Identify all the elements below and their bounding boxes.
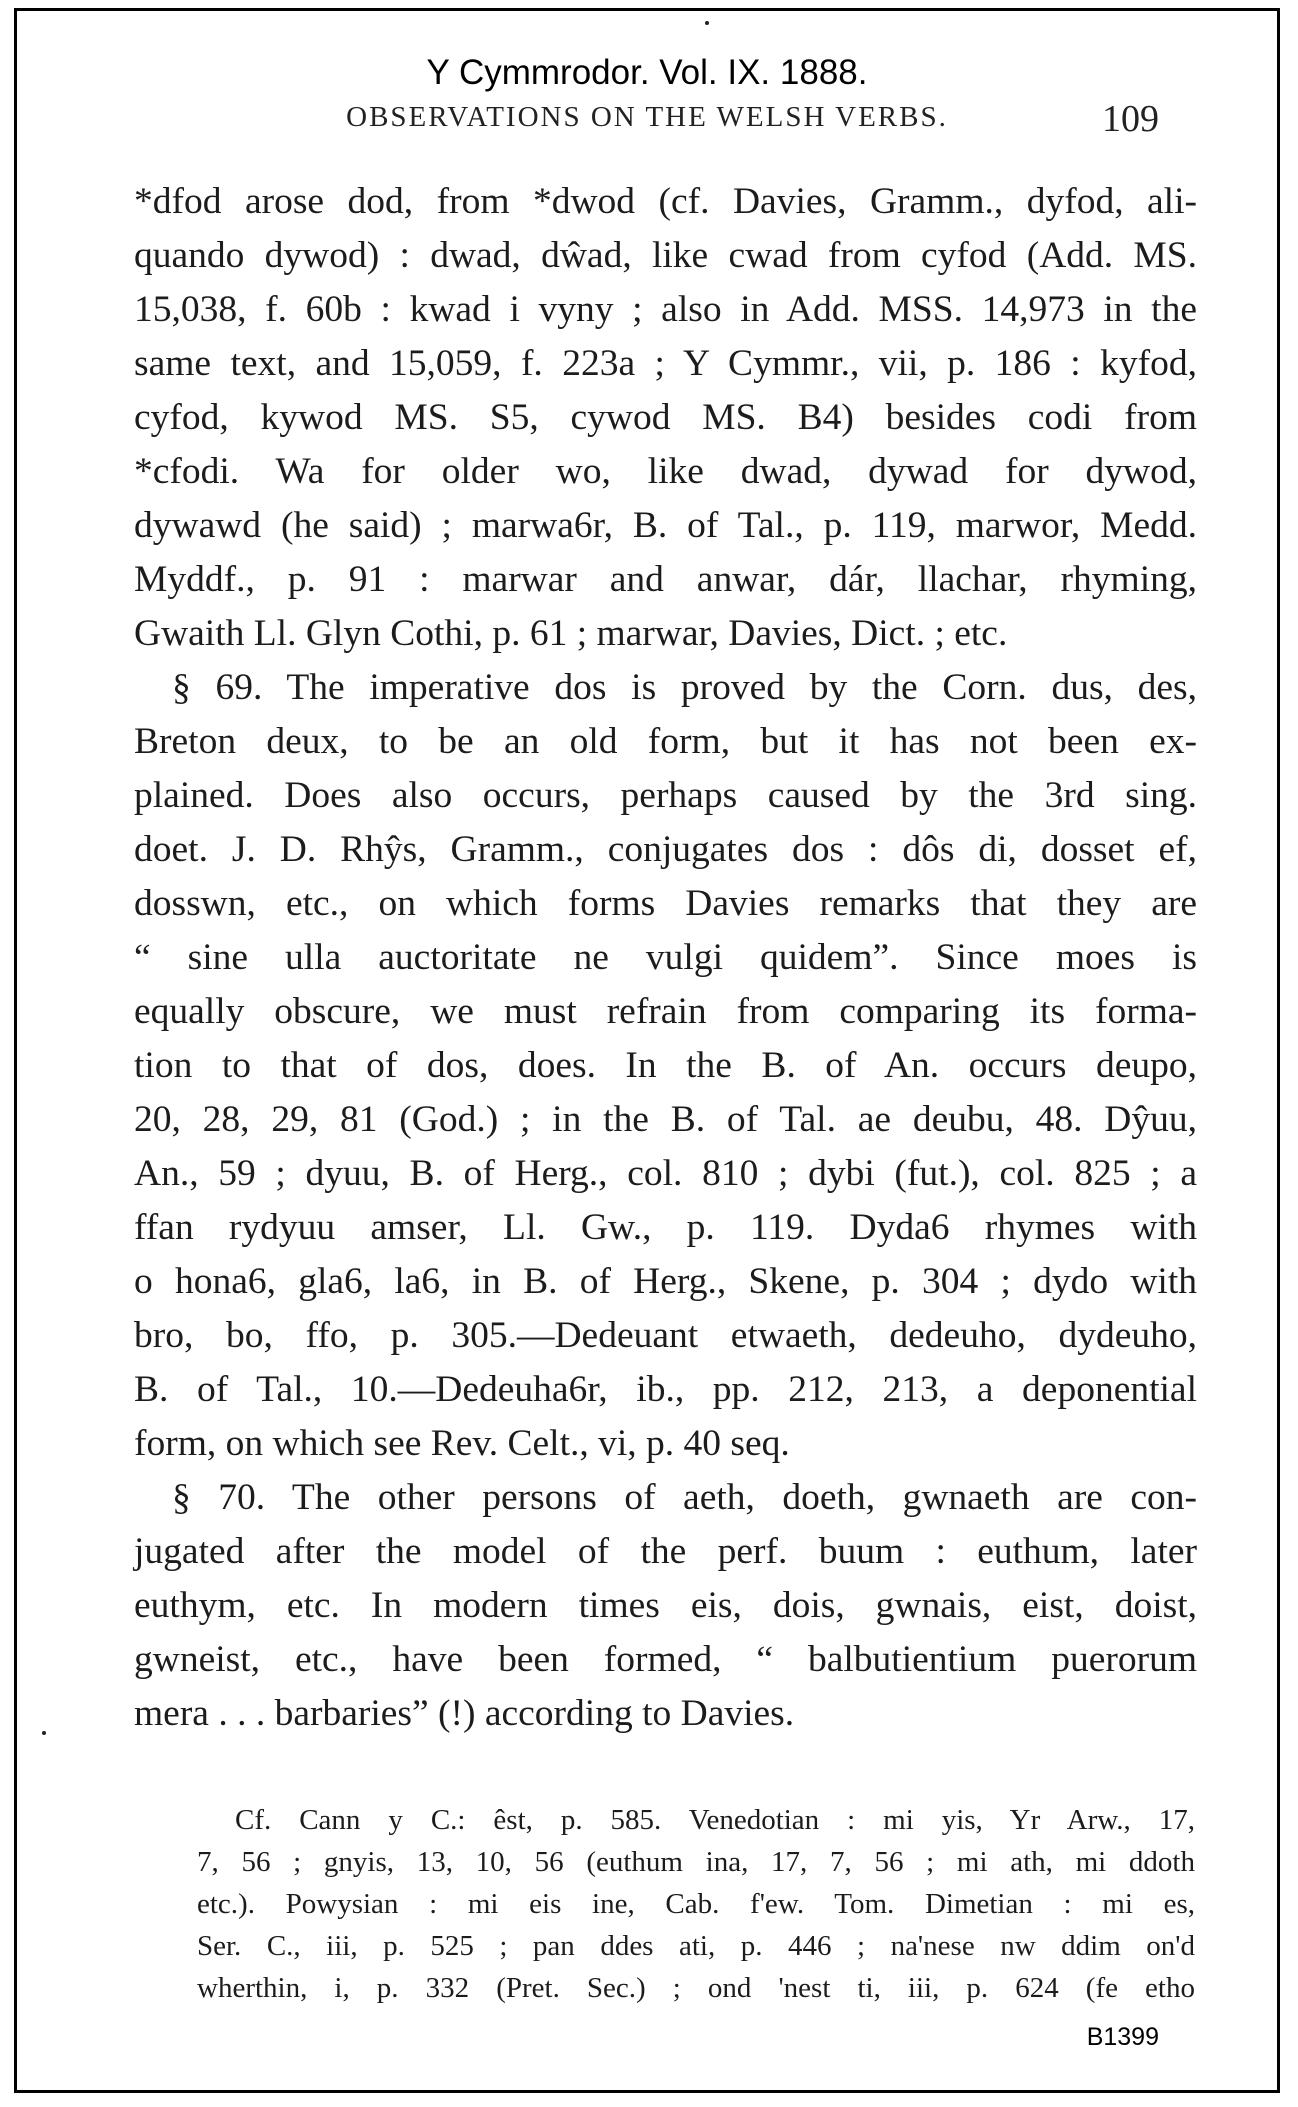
page-frame [14, 8, 1280, 2093]
running-head [17, 98, 1277, 145]
text-line: cyfod, kywod MS. S5, cywod MS. B4) besides codi from [134, 397, 1197, 438]
text-line: tion to that of dos, does. In the B. of An. occurs deupo, [134, 1045, 1197, 1086]
text-line: equally obscure, we must refrain from comparing its forma- [134, 991, 1197, 1032]
scan-speck [705, 21, 709, 25]
text-line: plained. Does also occurs, perhaps caused by the 3rd sing. [134, 775, 1197, 816]
text-line: doet. J. D. Rhŷs, Gramm., conjugates dos : dôs di, dosset ef, [134, 829, 1197, 870]
text-line: *dfod arose dod, from *dwod (cf. Davies, Gramm., dyfod, ali- [134, 181, 1197, 222]
page-number: 109 [1102, 98, 1159, 140]
text-line: euthym, etc. In modern times eis, dois, gwnais, eist, doist, [134, 1585, 1197, 1626]
text-line: ffan rydyuu amser, Ll. Gw., p. 119. Dyda6 rhymes with [134, 1207, 1197, 1248]
footnote-line: 7, 56 ; gnyis, 13, 10, 56 (euthum ina, 17, 7, 56 ; mi ath, mi ddoth [197, 1846, 1195, 1878]
footnote-line: Ser. C., iii, p. 525 ; pan ddes ati, p. 446 ; na'nese nw ddim on'd [197, 1930, 1195, 1962]
text-line: dywawd (he said) ; marwa6r, B. of Tal., p. 119, marwor, Medd. [134, 505, 1197, 546]
body-text [134, 175, 1197, 1741]
text-line: form, on which see Rev. Celt., vi, p. 40 seq. [134, 1423, 790, 1464]
text-line: Breton deux, to be an old form, but it has not been ex- [134, 721, 1197, 762]
text-line: *cfodi. Wa for older wo, like dwad, dywad for dywod, [134, 451, 1197, 492]
text-line: o hona6, gla6, la6, in B. of Herg., Skene, p. 304 ; dydo with [134, 1261, 1197, 1302]
text-line: Myddf., p. 91 : marwar and anwar, dár, llachar, rhyming, [134, 559, 1197, 600]
text-line: jugated after the model of the perf. buum : euthum, later [134, 1531, 1197, 1572]
text-line: 15,038, f. 60b : kwad i vyny ; also in Add. MSS. 14,973 in the [134, 289, 1197, 330]
text-line: bro, bo, ffo, p. 305.—Dedeuant etwaeth, dedeuho, dydeuho, [134, 1315, 1197, 1356]
source-header: Y Cymmrodor. Vol. IX. 1888. [426, 53, 868, 92]
text-line: 20, 28, 29, 81 (God.) ; in the B. of Tal. ae deubu, 48. Dŷuu, [134, 1099, 1197, 1140]
scan-speck [42, 1731, 46, 1735]
text-line: An., 59 ; dyuu, B. of Herg., col. 810 ; dybi (fut.), col. 825 ; a [134, 1153, 1197, 1194]
running-title: OBSERVATIONS ON THE WELSH VERBS. [346, 101, 948, 133]
text-line: dosswn, etc., on which forms Davies remarks that they are [134, 883, 1197, 924]
catalog-number: B1399 [1086, 2023, 1159, 2051]
text-line: B. of Tal., 10.—Dedeuha6r, ib., pp. 212, 213, a deponential [134, 1369, 1197, 1410]
footnote-line: Cf. Cann y C.: êst, p. 585. Venedotian : mi yis, Yr Arw., 17, [235, 1804, 1195, 1836]
section-70-start: § 70. The other persons of aeth, doeth, gwnaeth are con- [172, 1477, 1197, 1518]
text-line: quando dywod) : dwad, dŵad, like cwad from cyfod (Add. MS. [134, 235, 1197, 276]
section-69-start: § 69. The imperative dos is proved by the Corn. dus, des, [172, 667, 1197, 708]
text-line: same text, and 15,059, f. 223a ; Y Cymmr., vii, p. 186 : kyfod, [134, 343, 1197, 384]
text-line: mera . . . barbaries” (!) according to Davies. [134, 1693, 795, 1734]
footnote [197, 1799, 1195, 2009]
text-line: “ sine ulla auctoritate ne vulgi quidem”. Since moes is [134, 937, 1197, 978]
footnote-line: etc.). Powysian : mi eis ine, Cab. f'ew. Tom. Dimetian : mi es, [197, 1888, 1195, 1920]
text-line: gwneist, etc., have been formed, “ balbutientium puerorum [134, 1639, 1197, 1680]
footnote-line: wherthin, i, p. 332 (Pret. Sec.) ; ond 'nest ti, iii, p. 624 (fe etho [197, 1972, 1195, 2004]
text-line: Gwaith Ll. Glyn Cothi, p. 61 ; marwar, Davies, Dict. ; etc. [134, 613, 1008, 654]
